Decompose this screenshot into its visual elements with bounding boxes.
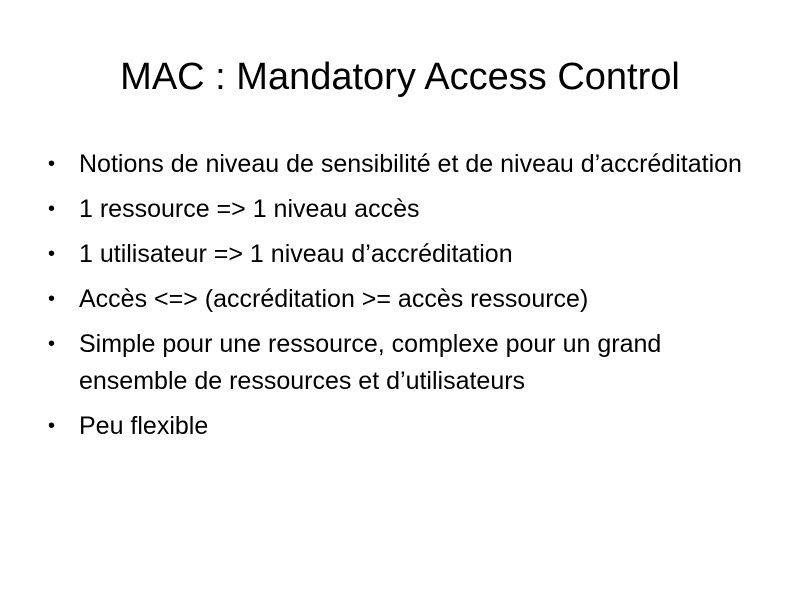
bullet-item xyxy=(48,326,748,400)
bullet-text: Peu flexible xyxy=(79,412,209,440)
bullet-list xyxy=(48,146,748,453)
bullet-marker: • xyxy=(48,153,56,175)
bullet-text: Accès <=> (accréditation >= accès ressource) xyxy=(79,285,589,313)
bullet-item xyxy=(48,146,748,183)
bullet-text: 1 ressource => 1 niveau accès xyxy=(79,195,420,223)
bullet-marker: • xyxy=(48,198,56,220)
bullet-item xyxy=(48,281,748,318)
bullet-item xyxy=(48,236,748,273)
bullet-marker: • xyxy=(48,243,56,265)
bullet-item xyxy=(48,191,748,228)
bullet-item xyxy=(48,408,748,445)
slide-title: MAC : Mandatory Access Control xyxy=(120,56,680,98)
bullet-marker: • xyxy=(48,288,56,310)
bullet-text: 1 utilisateur => 1 niveau d’accréditation xyxy=(79,240,513,268)
bullet-text: Simple pour une ressource, complexe pour un grand ensemble de ressources et d’utilisateurs xyxy=(79,330,662,395)
bullet-marker: • xyxy=(48,333,56,355)
bullet-text: Notions de niveau de sensibilité et de niveau d’accréditation xyxy=(79,150,742,178)
bullet-marker: • xyxy=(48,415,56,437)
